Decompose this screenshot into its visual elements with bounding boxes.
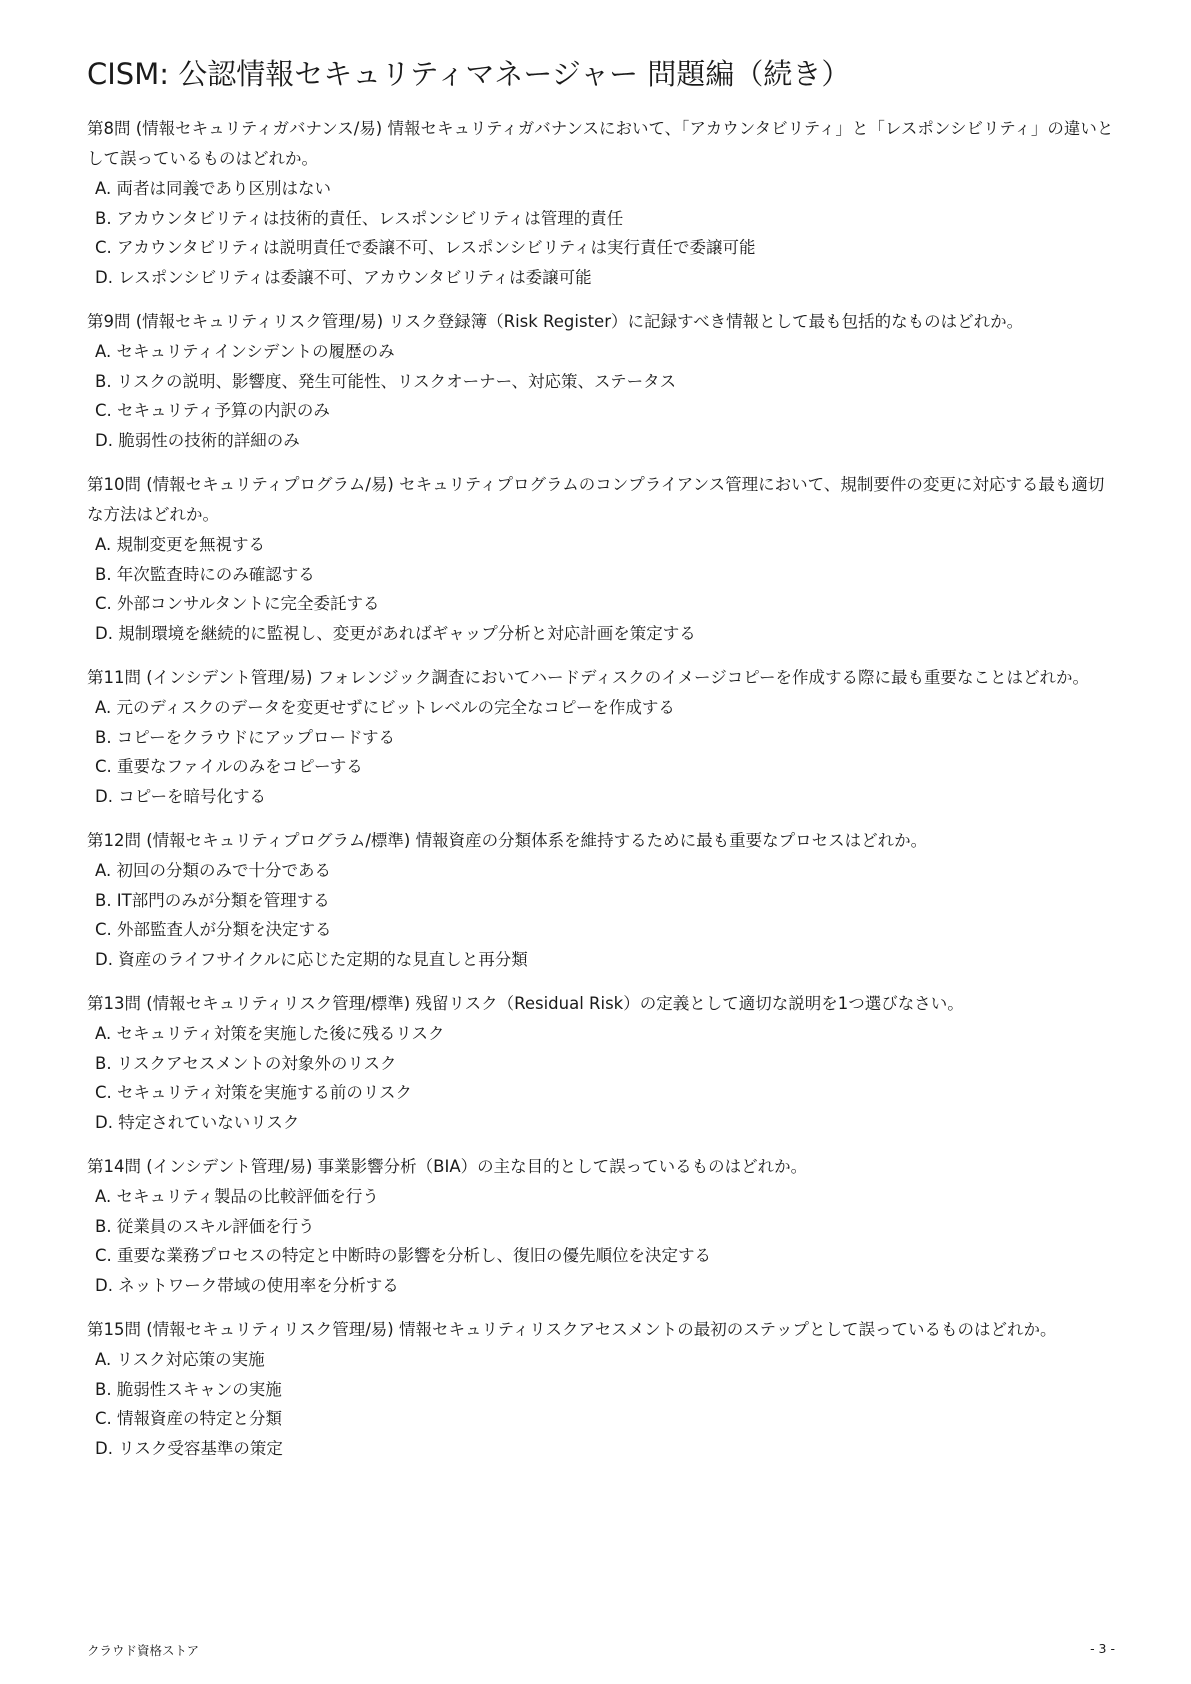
option-d: D. 規制環境を継続的に監視し、変更があればギャップ分析と対応計画を策定する: [95, 623, 696, 643]
option-a: A. 規制変更を無視する: [95, 535, 265, 554]
option-d: D. リスク受容基準の策定: [95, 1438, 283, 1458]
option-list: [87, 530, 1117, 648]
option-d: D. 特定されていないリスク: [95, 1112, 300, 1132]
page-title: CISM: 公認情報セキュリティマネージャー 問題編（続き）: [87, 57, 851, 91]
option-b: B. リスクの説明、影響度、発生可能性、リスクオーナー、対応策、ステータス: [95, 371, 677, 391]
option-c: C. セキュリティ予算の内訳のみ: [95, 401, 330, 420]
question-text: 第13問 (情報セキュリティリスク管理/標準) 残留リスク（Residual Risk）の定義として適切な説明を1つ選びなさい。: [87, 994, 964, 1013]
option-c: C. 情報資産の特定と分類: [95, 1409, 283, 1428]
question-12: [87, 826, 1117, 974]
question-10: [87, 470, 1117, 648]
option-list: [87, 856, 1117, 974]
question-text: 第12問 (情報セキュリティプログラム/標準) 情報資産の分類体系を維持するために最も重要なプロセスはどれか。: [87, 831, 928, 850]
option-c: C. セキュリティ対策を実施する前のリスク: [95, 1083, 413, 1102]
option-a: A. セキュリティ対策を実施した後に残るリスク: [95, 1024, 445, 1043]
option-a: A. 両者は同義であり区別はない: [95, 179, 331, 198]
question-14: [87, 1152, 1117, 1300]
option-d: D. 資産のライフサイクルに応じた定期的な見直しと再分類: [95, 949, 528, 969]
option-c: C. 重要な業務プロセスの特定と中断時の影響を分析し、復旧の優先順位を決定する: [95, 1246, 712, 1265]
question-text: 第8問 (情報セキュリティガバナンス/易) 情報セキュリティガバナンスにおいて、「アカウンタビリティ」と「レスポンシビリティ」の違いとして誤っているものはどれか。: [87, 119, 1114, 168]
question-15: [87, 1315, 1117, 1463]
option-list: [87, 693, 1117, 811]
option-c: C. アカウンタビリティは説明責任で委譲不可、レスポンシビリティは実行責任で委譲可能: [95, 238, 756, 257]
option-b: B. コピーをクラウドにアップロードする: [95, 727, 395, 747]
option-a: A. セキュリティ製品の比較評価を行う: [95, 1187, 379, 1206]
question-9: [87, 307, 1117, 455]
option-c: C. 重要なファイルのみをコピーする: [95, 757, 363, 776]
question-text: 第15問 (情報セキュリティリスク管理/易) 情報セキュリティリスクアセスメントの最初のステップとして誤っているものはどれか。: [87, 1320, 1057, 1339]
option-d: D. 脆弱性の技術的詳細のみ: [95, 430, 300, 450]
question-8: [87, 114, 1117, 292]
question-text: 第10問 (情報セキュリティプログラム/易) セキュリティプログラムのコンプライアンス管理において、規制要件の変更に対応する最も適切な方法はどれか。: [87, 475, 1105, 524]
option-d: D. レスポンシビリティは委譲不可、アカウンタビリティは委譲可能: [95, 267, 592, 287]
option-a: A. 初回の分類のみで十分である: [95, 861, 331, 880]
option-a: A. リスク対応策の実施: [95, 1350, 265, 1369]
question-list: [87, 114, 1117, 1478]
question-text: 第14問 (インシデント管理/易) 事業影響分析（BIA）の主な目的として誤っているものはどれか。: [87, 1157, 808, 1176]
option-list: [87, 1345, 1117, 1463]
option-b: B. アカウンタビリティは技術的責任、レスポンシビリティは管理的責任: [95, 208, 624, 228]
option-list: [87, 1182, 1117, 1300]
footer-page-number: - 3 -: [1090, 1641, 1115, 1656]
option-d: D. コピーを暗号化する: [95, 786, 267, 806]
option-b: B. IT部門のみが分類を管理する: [95, 890, 330, 910]
question-text: 第9問 (情報セキュリティリスク管理/易) リスク登録簿（Risk Register）に記録すべき情報として最も包括的なものはどれか。: [87, 312, 1024, 331]
question-text: 第11問 (インシデント管理/易) フォレンジック調査においてハードディスクのイメージコピーを作成する際に最も重要なことはどれか。: [87, 668, 1090, 687]
option-d: D. ネットワーク帯域の使用率を分析する: [95, 1275, 399, 1295]
question-13: [87, 989, 1117, 1137]
footer-publisher: クラウド資格ストア: [87, 1643, 200, 1658]
option-list: [87, 337, 1117, 455]
option-b: B. 脆弱性スキャンの実施: [95, 1379, 282, 1399]
option-c: C. 外部コンサルタントに完全委託する: [95, 594, 380, 613]
option-b: B. 年次監査時にのみ確認する: [95, 564, 315, 584]
option-list: [87, 1019, 1117, 1137]
option-b: B. 従業員のスキル評価を行う: [95, 1216, 315, 1236]
option-c: C. 外部監査人が分類を決定する: [95, 920, 332, 939]
option-a: A. セキュリティインシデントの履歴のみ: [95, 342, 395, 361]
question-11: [87, 663, 1117, 811]
option-list: [87, 174, 1117, 292]
option-b: B. リスクアセスメントの対象外のリスク: [95, 1053, 397, 1073]
option-a: A. 元のディスクのデータを変更せずにビットレベルの完全なコピーを作成する: [95, 698, 675, 717]
